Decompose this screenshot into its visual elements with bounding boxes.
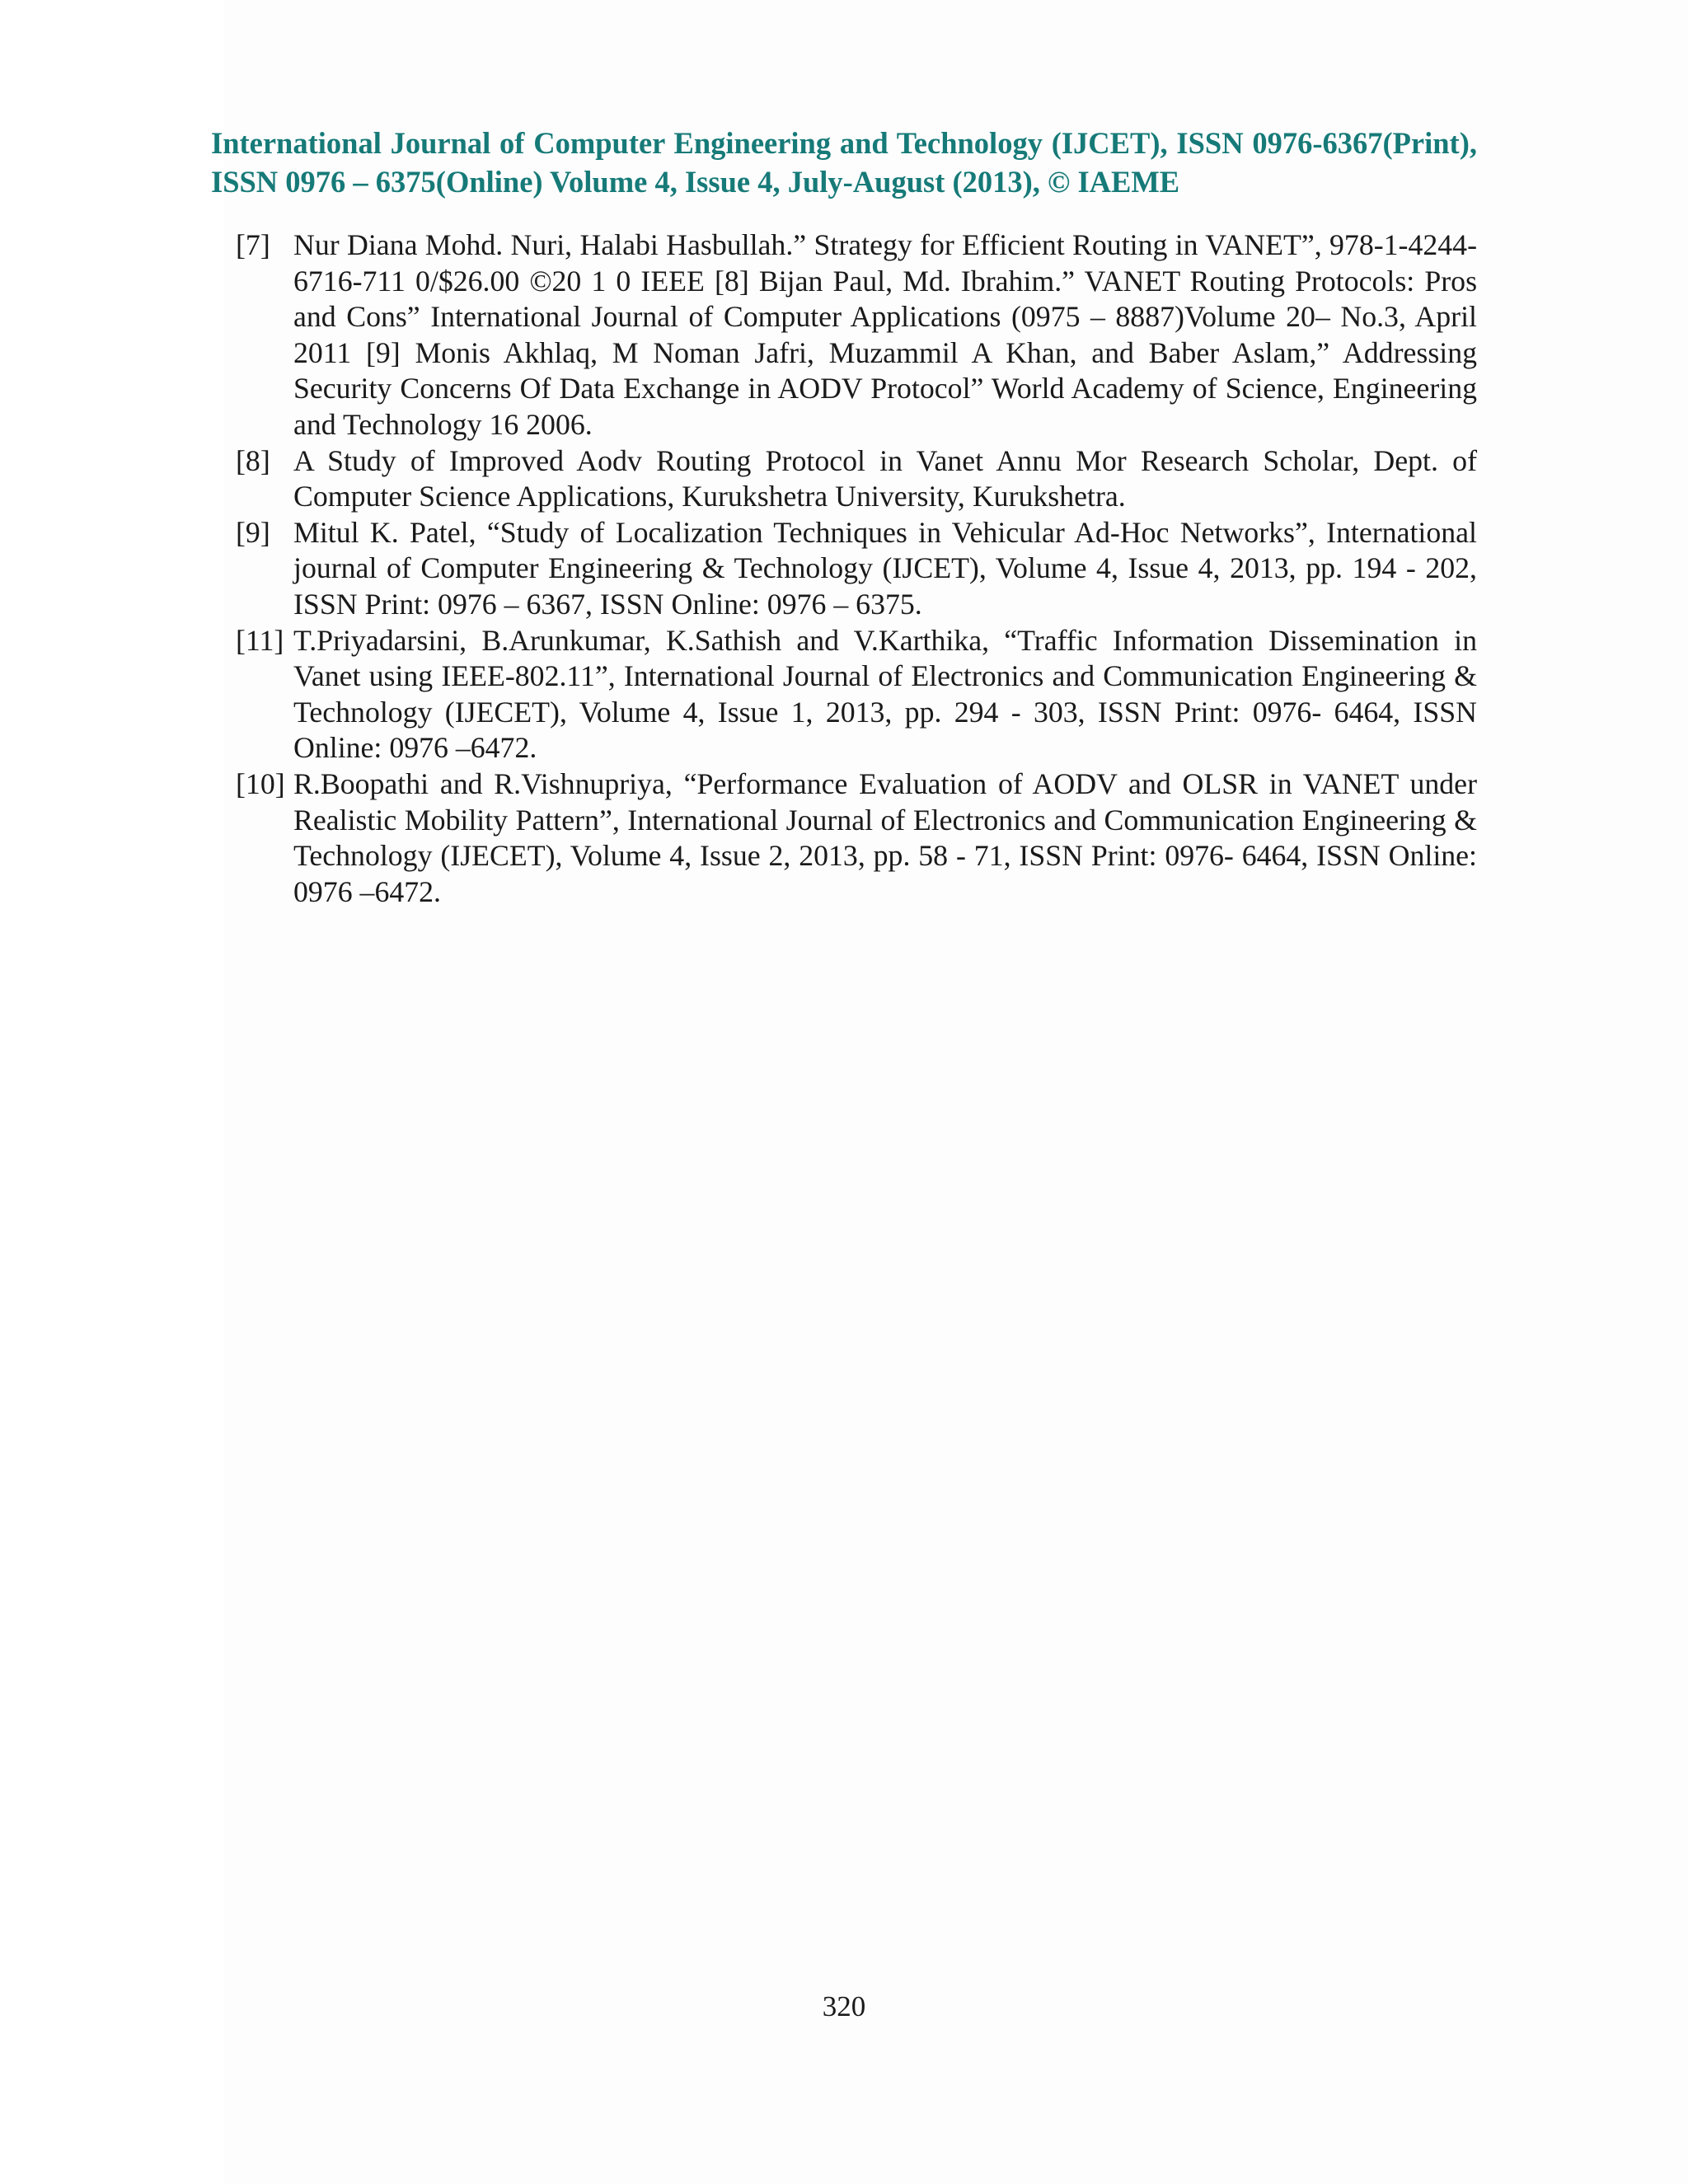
reference-number: [9] [236, 515, 270, 549]
reference-number: [10] [236, 766, 285, 800]
reference-item [236, 766, 1477, 910]
reference-text: R.Boopathi and R.Vishnupriya, “Performance Evaluation of AODV and OLSR in VANET under Realistic Mobility Pattern”, International Journal of Electronics and Communication Engineering & Technology (IJECET), Volume 4, Issue 2, 2013, pp. 58 - 71, ISSN Print: 0976- 6464, ISSN Online: 0976 –6472. [293, 766, 1477, 908]
reference-text: A Study of Improved Aodv Routing Protocol in Vanet Annu Mor Research Scholar, Dept. of Computer Science Applications, Kurukshetra University, Kurukshetra. [293, 443, 1477, 513]
reference-item [236, 623, 1477, 766]
reference-text: T.Priyadarsini, B.Arunkumar, K.Sathish and V.Karthika, “Traffic Information Dissemination in Vanet using IEEE-802.11”, International Journal of Electronics and Communication Engineering & Technology (IJECET), Volume 4, Issue 1, 2013, pp. 294 - 303, ISSN Print: 0976- 6464, ISSN Online: 0976 –6472. [293, 623, 1477, 765]
reference-number: [7] [236, 228, 270, 261]
journal-header: International Journal of Computer Engineering and Technology (IJCET), ISSN 0976-6367(Print), ISSN 0976 – 6375(Online) Volume 4, Issue 4, July-August (2013), © IAEME [211, 126, 1477, 199]
reference-number: [11] [236, 623, 284, 657]
reference-item [236, 515, 1477, 623]
reference-text: Nur Diana Mohd. Nuri, Halabi Hasbullah.” Strategy for Efficient Routing in VANET”, 978-1-4244-6716-711 0/$26.00 ©20 1 0 IEEE [8] Bijan Paul, Md. Ibrahim.” VANET Routing Protocols: Pros and Cons” International Journal of Computer Applications (0975 – 8887)Volume 20– No.3, April 2011 [9] Monis Akhlaq, M Noman Jafri, Muzammil A Khan, and Baber Aslam,” Addressing Security Concerns Of Data Exchange in AODV Protocol” World Academy of Science, Engineering and Technology 16 2006. [293, 228, 1477, 441]
reference-item [236, 227, 1477, 443]
reference-number: [8] [236, 443, 270, 477]
page-number: 320 [822, 1990, 866, 2022]
reference-text: Mitul K. Patel, “Study of Localization Techniques in Vehicular Ad-Hoc Networks”, International journal of Computer Engineering & Technology (IJCET), Volume 4, Issue 4, 2013, pp. 194 - 202, ISSN Print: 0976 – 6367, ISSN Online: 0976 – 6375. [293, 515, 1477, 621]
reference-list [236, 227, 1477, 910]
reference-item [236, 443, 1477, 515]
